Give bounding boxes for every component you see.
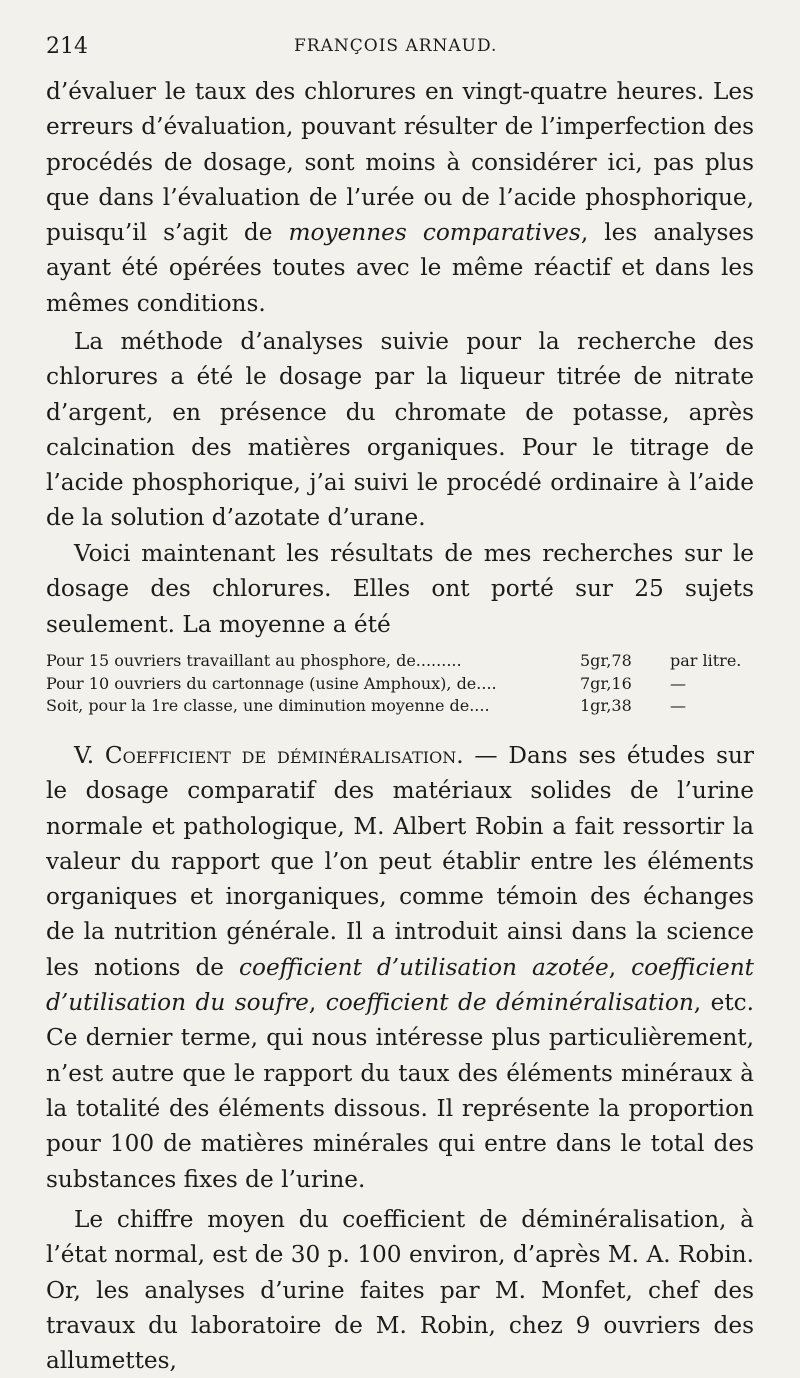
paragraph-4-italic-3: coefficient de déminéralisation — [325, 989, 694, 1017]
paragraph-1-text: d’évaluer le taux des chlorures en vingt-quatre heures. Les erreurs d’évaluation, pouvant résulter de l’imperfection des procédés de dosage, sont moins à considérer ici, pas plus que dans l’évaluation de l’urée ou de l’acide phosphorique, puisqu’il s’agit de — [46, 78, 754, 247]
row-description: Soit, pour la 1re classe, une diminution moyenne de.... — [46, 696, 490, 715]
paragraph-2 — [46, 324, 754, 536]
page-header — [46, 34, 754, 64]
paragraph-2-text: La méthode d’analyses suivie pour la recherche des chlorures a été le dosage par la liqueur titrée de nitrate d’argent, en présence du chromate de potasse, après calcination des matières organiques. Pour le titrage de l’acide phosphorique, j’ai suivi le procédé ordinaire à l’aide de la solution d’azotate d’urane. — [46, 328, 754, 532]
paragraph-4-text-a: — Dans ses études sur le dosage comparatif des matériaux solides de l’urine normale et pathologique, M. Albert Robin a fait ressortir la valeur du rapport que l’on peut établir entre les éléments organiques et inorganiques, comme témoin des échanges de la nutrition générale. Il a introduit ainsi dans la science les notions de — [46, 742, 755, 981]
paragraph-4-text-b: , — [608, 953, 632, 981]
row-description: Pour 10 ouvriers du cartonnage (usine Amphoux), de.... — [46, 673, 497, 693]
chlorure-results-table — [46, 650, 766, 718]
table-row — [46, 673, 766, 696]
row-unit: — — [670, 673, 686, 693]
paragraph-1-end: , les analyses ayant été opérées toutes avec le même réactif et dans les mêmes conditions. — [46, 219, 754, 317]
paragraph-4 — [46, 738, 754, 1197]
paragraph-4-text-d: , etc. Ce dernier terme, qui nous intéresse plus particulièrement, n’est autre que le rapport du taux des éléments minéraux à la totalité des éléments dissous. Il représente la proportion pour 100 de matières minérales qui entre dans le total des substances fixes de l’urine. — [46, 989, 754, 1193]
paragraph-5 — [46, 1202, 754, 1378]
page-number: 214 — [46, 34, 88, 59]
table-row — [46, 650, 766, 673]
row-unit: par litre. — [670, 651, 742, 670]
paragraph-4-italic-2: coefficient d’utilisation du soufre — [46, 953, 754, 1017]
row-value: 7gr,16 — [580, 673, 632, 693]
row-unit: — — [670, 696, 686, 715]
paragraph-3 — [46, 536, 754, 642]
row-description: Pour 15 ouvriers travaillant au phosphore, de......... — [46, 651, 462, 670]
paragraph-3-text: Voici maintenant les résultats de mes recherches sur le dosage des chlorures. Elles ont porté sur 25 sujets seulement. La moyenne a été — [46, 540, 754, 638]
row-value: 1gr,38 — [580, 696, 632, 715]
section-heading: V. Coefficient de déminéralisation. — [74, 742, 464, 769]
paragraph-1 — [46, 74, 754, 321]
paragraph-1-italic: moyennes comparatives — [288, 219, 581, 247]
paragraph-4-text-c: , — [308, 989, 326, 1017]
row-value: 5gr,78 — [580, 651, 632, 670]
running-title: FRANÇOIS ARNAUD. — [294, 36, 498, 56]
paragraph-5-text: Le chiffre moyen du coefficient de déminéralisation, à l’état normal, est de 30 p. 100 environ, d’après M. A. Robin. Or, les analyses d’urine faites par M. Monfet, chef des travaux du laboratoire de M. Robin, chez 9 ouvriers des allumettes, — [46, 1206, 754, 1375]
table-row — [46, 695, 766, 718]
paragraph-4-italic-1: coefficient d’utilisation azotée — [239, 953, 609, 981]
